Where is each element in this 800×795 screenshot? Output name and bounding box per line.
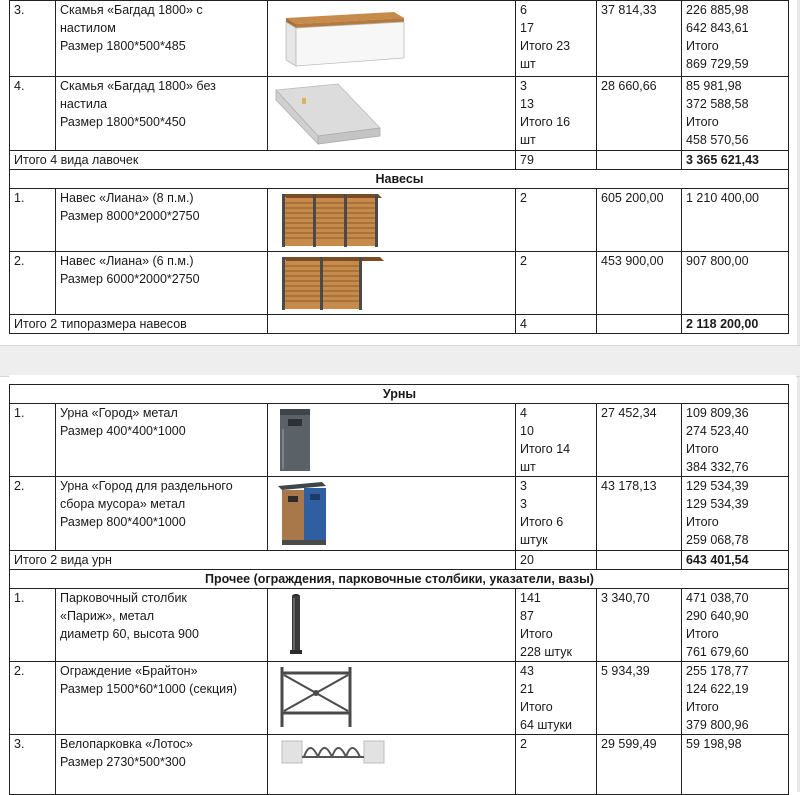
section-header <box>10 385 789 404</box>
row-number: 1. <box>10 189 56 252</box>
table-row <box>10 1 789 77</box>
item-name: Скамья «Багдад 1800» без настила Размер 1800*500*450 <box>56 77 268 151</box>
item-price: 29 599,49 <box>597 735 682 795</box>
table-row <box>10 662 789 735</box>
item-price: 28 660,66 <box>597 77 682 151</box>
bike-rack-image <box>268 735 516 795</box>
row-number: 1. <box>10 404 56 477</box>
table-row <box>10 477 789 551</box>
item-quantity: 3 13 Итого 16 шт <box>516 77 597 151</box>
item-total: 255 178,77 124 622,19 Итого 379 800,96 <box>682 662 789 735</box>
concrete-bench-image <box>268 77 516 151</box>
table-row <box>10 735 789 795</box>
row-number: 2. <box>10 662 56 735</box>
section-header <box>10 570 789 589</box>
item-quantity: 2 <box>516 252 597 315</box>
summary-label: Итого 2 вида урн <box>10 551 516 570</box>
item-price: 5 934,39 <box>597 662 682 735</box>
table-row <box>10 77 789 151</box>
summary-total: 643 401,54 <box>682 551 789 570</box>
summary-label: Итого 2 типоразмера навесов <box>10 315 268 334</box>
urn-image <box>268 404 516 477</box>
item-quantity: 43 21 Итого 64 штуки <box>516 662 597 735</box>
item-price: 3 340,70 <box>597 589 682 662</box>
summary-quantity: 20 <box>516 551 597 570</box>
summary-total: 2 118 200,00 <box>682 315 789 334</box>
item-name: Велопарковка «Лотос» Размер 2730*500*300 <box>56 735 268 795</box>
item-quantity: 6 17 Итого 23 шт <box>516 1 597 77</box>
bollard-image <box>268 589 516 662</box>
item-quantity: 3 3 Итого 6 штук <box>516 477 597 551</box>
item-quantity: 2 <box>516 735 597 795</box>
document-page-1 <box>9 0 796 345</box>
summary-row <box>10 551 789 570</box>
item-quantity: 141 87 Итого 228 штук <box>516 589 597 662</box>
document-page-2 <box>9 375 796 792</box>
page-break <box>0 345 800 377</box>
row-number: 4. <box>10 77 56 151</box>
row-number: 3. <box>10 1 56 77</box>
recycling-urn-image <box>268 477 516 551</box>
bench-with-wood-top-image <box>268 1 516 77</box>
summary-total: 3 365 621,43 <box>682 151 789 170</box>
table-row <box>10 189 789 252</box>
row-number: 2. <box>10 252 56 315</box>
summary-quantity: 4 <box>516 315 597 334</box>
item-total: 471 038,70 290 640,90 Итого 761 679,60 <box>682 589 789 662</box>
item-total: 1 210 400,00 <box>682 189 789 252</box>
summary-label: Итого 4 вида лавочек <box>10 151 516 170</box>
item-name: Парковочный столбик «Париж», метал диаметр 60, высота 900 <box>56 589 268 662</box>
table-row <box>10 404 789 477</box>
item-quantity: 2 <box>516 189 597 252</box>
row-number: 3. <box>10 735 56 795</box>
item-name: Ограждение «Брайтон» Размер 1500*60*1000 (секция) <box>56 662 268 735</box>
item-total: 226 885,98 642 843,61 Итого 869 729,59 <box>682 1 789 77</box>
row-number: 1. <box>10 589 56 662</box>
item-total: 907 800,00 <box>682 252 789 315</box>
item-total: 109 809,36 274 523,40 Итого 384 332,76 <box>682 404 789 477</box>
summary-row <box>10 315 789 334</box>
table-row <box>10 589 789 662</box>
item-name: Урна «Город для раздельного сбора мусора» метал Размер 800*400*1000 <box>56 477 268 551</box>
canopy-image <box>268 252 516 315</box>
item-total: 85 981,98 372 588,58 Итого 458 570,56 <box>682 77 789 151</box>
section-title-other: Прочее (ограждения, парковочные столбики, указатели, вазы) <box>10 570 789 589</box>
section-title-canopies: Навесы <box>10 170 789 189</box>
item-total: 59 198,98 <box>682 735 789 795</box>
item-price: 605 200,00 <box>597 189 682 252</box>
section-header <box>10 170 789 189</box>
summary-quantity: 79 <box>516 151 597 170</box>
item-name: Навес «Лиана» (8 п.м.) Размер 8000*2000*2750 <box>56 189 268 252</box>
row-number: 2. <box>10 477 56 551</box>
furniture-table-part-2 <box>9 384 789 795</box>
item-price: 43 178,13 <box>597 477 682 551</box>
item-name: Навес «Лиана» (6 п.м.) Размер 6000*2000*2750 <box>56 252 268 315</box>
item-price: 453 900,00 <box>597 252 682 315</box>
canopy-image <box>268 189 516 252</box>
summary-empty <box>597 315 682 334</box>
table-row <box>10 252 789 315</box>
summary-empty <box>597 551 682 570</box>
furniture-table-part-1 <box>9 0 789 334</box>
item-quantity: 4 10 Итого 14 шт <box>516 404 597 477</box>
section-title-urns: Урны <box>10 385 789 404</box>
item-price: 37 814,33 <box>597 1 682 77</box>
summary-empty <box>268 315 516 334</box>
summary-empty <box>597 151 682 170</box>
summary-row <box>10 151 789 170</box>
item-price: 27 452,34 <box>597 404 682 477</box>
fence-image <box>268 662 516 735</box>
item-total: 129 534,39 129 534,39 Итого 259 068,78 <box>682 477 789 551</box>
item-name: Урна «Город» метал Размер 400*400*1000 <box>56 404 268 477</box>
item-name: Скамья «Багдад 1800» с настилом Размер 1800*500*485 <box>56 1 268 77</box>
